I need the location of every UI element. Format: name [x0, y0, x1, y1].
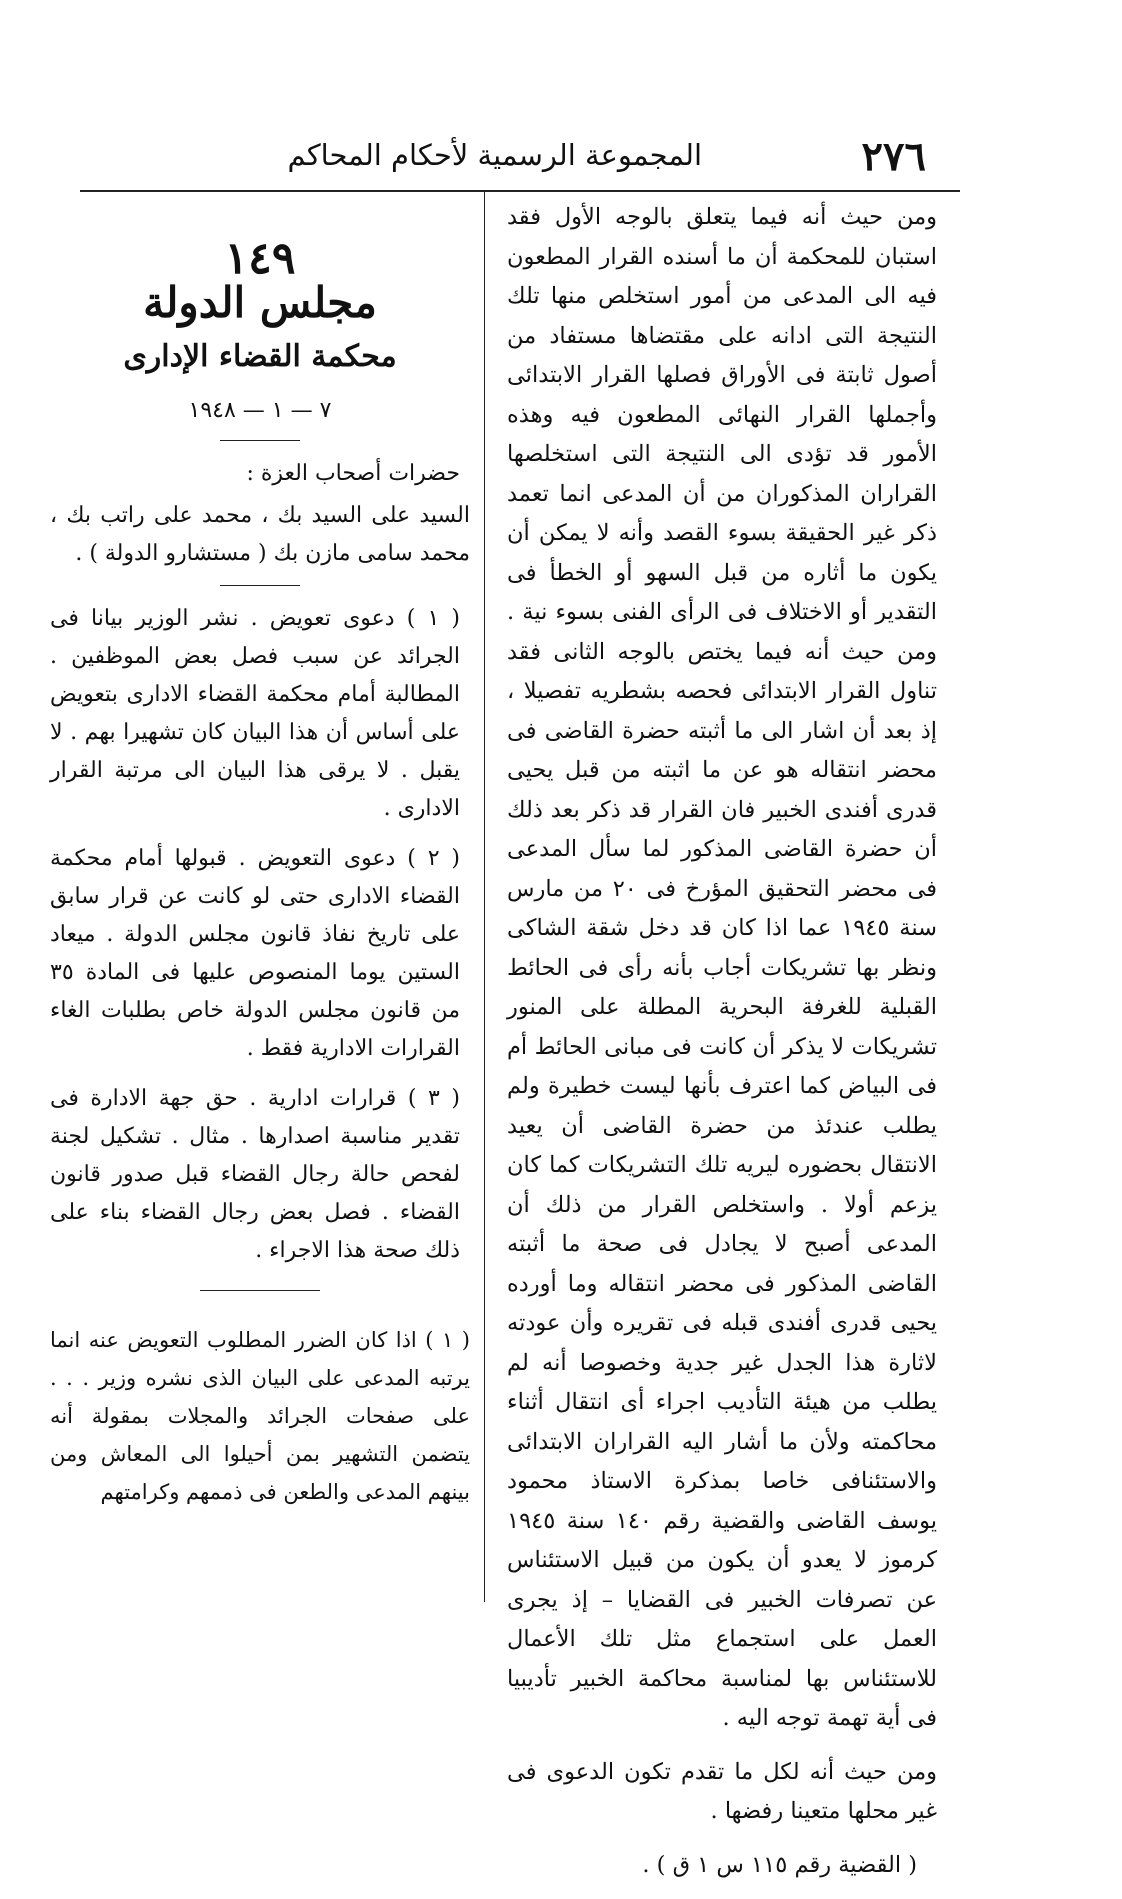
- court-name: محكمة القضاء الإدارى: [123, 339, 397, 374]
- left-column: [50, 233, 470, 1523]
- divider: [220, 440, 300, 441]
- summary-point-1: ( ١ ) دعوى تعويض . نشر الوزير بيانا فى الجرائد عن سبب فصل بعض الموظفين . المطالبة أمام محكمة القضاء الادارى بتعويض على أساس أن هذا البيان كان تشهيرا بهم . لا يقبل . لا يرقى هذا البيان الى مرتبة القرار الادارى .: [50, 606, 460, 821]
- column-divider: [484, 192, 485, 1602]
- running-header-title: المجموعة الرسمية لأحكام المحاكم: [287, 138, 702, 172]
- decision-date: ٧ — ١ — ١٩٤٨: [188, 398, 332, 423]
- body-paragraph: ومن حيث أنه لكل ما تقدم تكون الدعوى فى غير محلها متعينا رفضها .: [507, 1758, 937, 1824]
- summary-point-3: ( ٣ ) قرارات ادارية . حق جهة الادارة فى تقدير مناسبة اصدارها . مثال . تشكيل لجنة لفحص حالة رجال القضاء قبل صدور قانون القضاء . فصل بعض رجال القضاء بناء على ذلك صحة هذا الاجراء .: [50, 1086, 461, 1263]
- footnote: ( ١ ) اذا كان الضرر المطلوب التعويض عنه انما يرتبه المدعى على البيان الذى نشره وزير . . . على صفحات الجرائد والمجلات بمقولة أنه يتضمن التشهير بمن أحيلوا الى المعاش ومن بينهم المدعى والطعن فى ذممهم وكرامتهم: [50, 1328, 470, 1504]
- council-title: مجلس الدولة: [143, 278, 377, 327]
- case-number: ١٤٩: [224, 233, 296, 284]
- members-list: السيد على السيد بك ، محمد على راتب بك ، محمد سامى مازن بك ( مستشارو الدولة ) .: [50, 503, 470, 566]
- attendance-label: حضرات أصحاب العزة :: [246, 461, 460, 486]
- page-number: ٢٧٦: [861, 133, 926, 180]
- header-rule: [80, 190, 960, 192]
- body-paragraph: ومن حيث أنه فيما يتعلق بالوجه الأول فقد استبان للمحكمة أن ما أسنده القرار المطعون فيه الى المدعى من أمور استخلص منها تلك النتيجة التى ادانه على مقتضاها مستفاد من أصول ثابتة فى الأوراق فصلها القرار الابتدائى وأجملها القرار النهائى المطعون فيه وهذه الأمور قد تؤدى الى النتيجة التى استخلصها القراران المذكوران من أن المدعى انما تعمد ذكر غير الحقيقة بسوء القصد وأنه لا يمكن أن يكون ما أثاره من قبل السهو أو الخطأ فى التقدير أو الاختلاف فى الرأى الفنى بسوء نية . ومن حيث أنه فيما يختص بالوجه الثانى فقد تناول القرار الابتدائى فحصه بشطريه تفصيلا ، إذ بعد أن اشار الى ما أثبته حضرة القاضى فى محضر انتقاله هو عن ما اثبته من قبل يحيى قدرى أفندى الخبير فان القرار قد ذكر بعد ذلك أن حضرة القاضى المذكور لما سأل المدعى فى محضر التحقيق المؤرخ فى ٢٠ من مارس سنة ١٩٤٥ عما اذا كان قد دخل شقة الشاكى ونظر بها تشريكات أجاب بأنه رأى فى الحائط القبلية للغرفة البحرية المطلة على المنور تشريكات لا يذكر أن كانت فى مبانى الحائط أم فى البياض كما اعترف بأنها ليست خطيرة ولم يطلب عندئذ من حضرة القاضى أن يعيد الانتقال بحضوره ليريه تلك التشريكات كما كان يزعم أولا . واستخلص القرار من ذلك أن المدعى أصبح لا يجادل فى صحة ما أثبته القاضى المذكور فى محضر انتقاله وما أورده يحيى قدرى أفندى قبله فى تقريره وأن عودته لاثارة هذا الجدل غير جدية وخصوصا أنه لم يطلب من هيئة التأديب اجراء أى انتقال أثناء محاكمته ولأن ما أشار اليه القراران الابتدائى والاستئنافى خاصا بمذكرة الاستاذ محمود يوسف القاضى والقضية رقم ١٤٠ سنة ١٩٤٥ كرموز لا يعدو أن يكون من قبيل الاستئناس عن تصرفات الخبير فى القضايا – إذ يجرى العمل على استجماع مثل تلك الأعمال للاستئناس بها لمناسبة محاكمة الخبير تأديبيا فى أية تهمة توجه اليه .: [507, 204, 938, 1731]
- divider: [220, 585, 300, 586]
- footnote-divider: [200, 1290, 320, 1291]
- right-column: [507, 198, 937, 1899]
- case-reference: ( القضية رقم ١١٥ س ١ ق ) .: [642, 1851, 917, 1878]
- summary-point-2: ( ٢ ) دعوى التعويض . قبولها أمام محكمة القضاء الادارى حتى لو كانت عن قرار سابق على تاريخ نفاذ قانون مجلس الدولة . ميعاد الستين يوما المنصوص عليها فى المادة ٣٥ من قانون مجلس الدولة خاص بطلبات الغاء القرارات الادارية فقط .: [50, 846, 460, 1061]
